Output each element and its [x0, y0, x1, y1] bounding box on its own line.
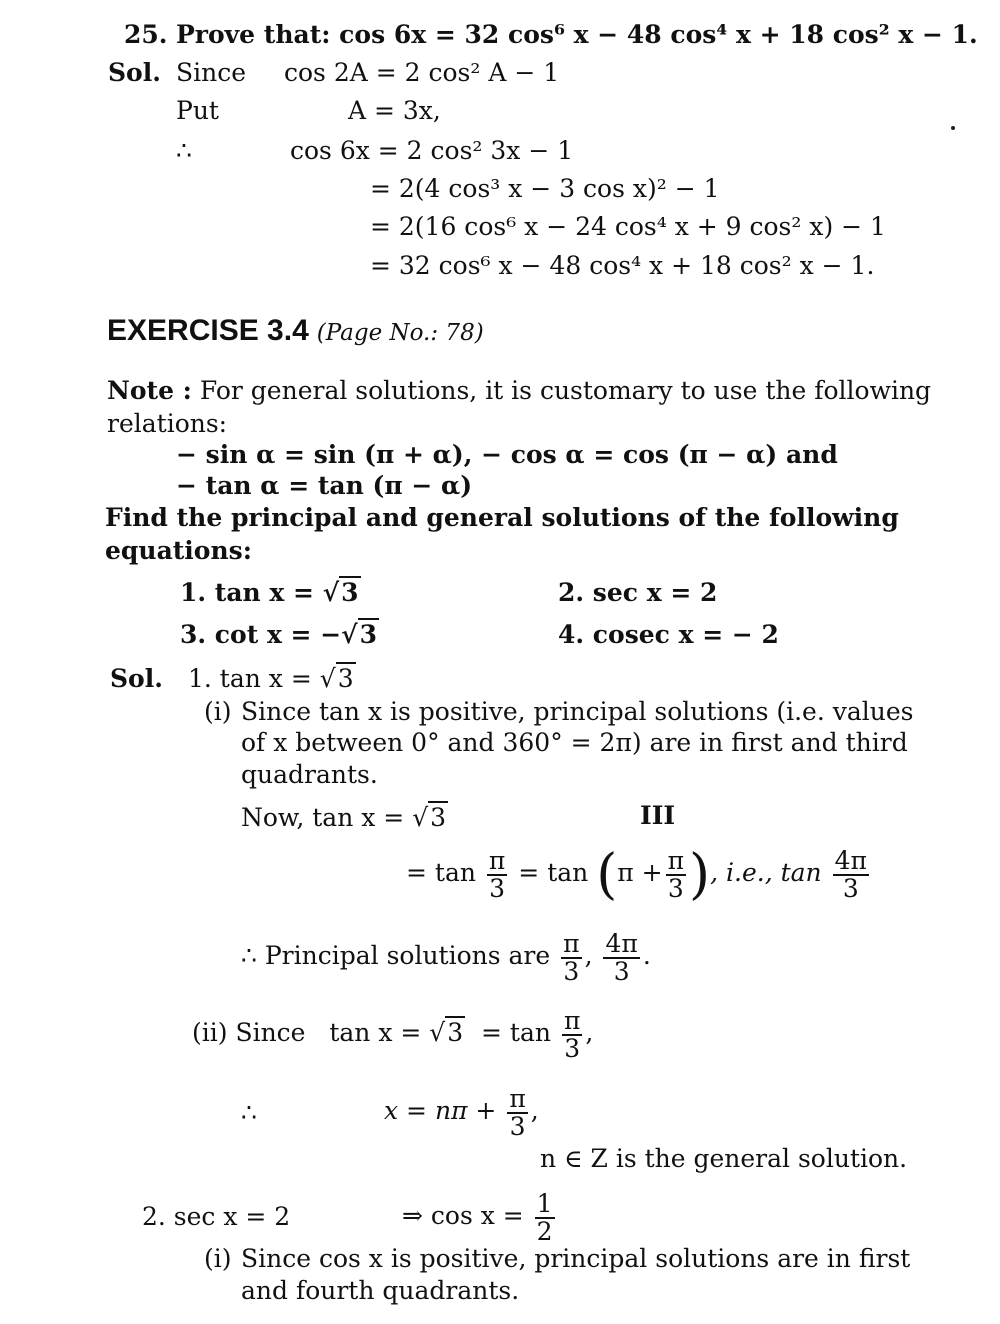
proof-step-3: = 2(16 cos⁶ x − 24 cos⁴ x + 9 cos² x) − 1	[370, 212, 886, 241]
part-i-label: (i)	[204, 697, 232, 726]
fraction-4pi-over-3: $\frac{4\pi}{3}$	[605, 928, 638, 986]
note-text: For general solutions, it is customary to use the following	[199, 376, 932, 405]
proof-step-4: = 32 cos⁶ x − 48 cos⁴ x + 18 cos² x − 1.	[370, 251, 875, 280]
fraction-pi-over-3: $\frac{\pi}{3}$	[563, 928, 580, 986]
sqrt-icon: √3	[429, 1018, 464, 1047]
therefore-symbol: ∴	[241, 941, 257, 970]
therefore-symbol: ∴	[176, 136, 192, 165]
put-text: Put	[176, 96, 219, 125]
stray-dot	[951, 126, 955, 130]
right-paren-icon: )	[689, 842, 711, 906]
tan-equality-line: = tan $\frac{\pi}{3}$ = tan (π + $\frac{\pi}{3}$ ), i.e., tan $\frac{4\pi}{3}$	[406, 842, 867, 906]
sol2-part-i-label: (i)	[204, 1244, 232, 1273]
proof-step-1: cos 6x = 2 cos² 3x − 1	[290, 136, 574, 165]
therefore-symbol: ∴	[241, 1098, 257, 1127]
since-text: Since	[176, 58, 247, 87]
fraction-pi-over-3: $\frac{\pi}{3}$	[488, 845, 506, 903]
question-1: 1. tan x = √3	[180, 578, 359, 607]
fraction-pi-over-3: $\frac{\pi}{3}$	[563, 1005, 581, 1063]
cos-implies-line: ⇒ cos x = $\frac{1}{2}$	[402, 1188, 553, 1246]
solution-label: Sol.	[110, 664, 163, 693]
part-i-line-2: of x between 0° and 360° = 2π) are in first and third	[241, 728, 908, 757]
quadrant-label: III	[640, 801, 676, 830]
part-i-line-3: quadrants.	[241, 760, 378, 789]
sqrt-icon: √3	[322, 578, 359, 607]
identity-text: cos 2A = 2 cos² A − 1	[284, 58, 560, 87]
exercise-heading	[107, 316, 484, 348]
fraction-4pi-over-3: $\frac{4\pi}{3}$	[834, 845, 867, 903]
part-i-line-1: Since tan x is positive, principal solutions (i.e. values	[241, 697, 914, 726]
instruction-1: Find the principal and general solutions of the following	[105, 503, 899, 532]
sqrt-icon: √3	[319, 664, 354, 693]
exercise-page-ref: (Page No.: 78)	[316, 320, 484, 346]
sqrt-icon: √3	[412, 803, 447, 832]
solution-2-heading: 2. sec x = 2	[142, 1202, 291, 1231]
sol2-part-i-line-2: and fourth quadrants.	[241, 1276, 520, 1305]
fraction-one-half: $\frac{1}{2}$	[536, 1188, 553, 1246]
question-4: 4. cosec x = − 2	[558, 620, 779, 649]
sqrt-icon: √3	[341, 620, 378, 649]
question-3: 3. cot x = −√3	[180, 620, 378, 649]
exercise-title: EXERCISE 3.4	[107, 314, 309, 347]
note-label: Note :	[107, 376, 192, 405]
fraction-pi-over-3: $\frac{\pi}{3}$	[509, 1083, 526, 1141]
part-ii-line: (ii) Since tan x = √3 = tan $\frac{\pi}{3}$ ,	[192, 1005, 594, 1063]
general-solution-eq: x = nπ + $\frac{\pi}{3}$ ,	[384, 1083, 539, 1141]
relation-2: − tan α = tan (π − α)	[176, 471, 473, 500]
problem-number: 25.	[124, 20, 168, 49]
note-line-1	[107, 376, 931, 406]
now-line: Now, tan x = √3	[241, 803, 447, 832]
problem-statement: Prove that: cos 6x = 32 cos⁶ x − 48 cos⁴ x + 18 cos² x − 1.	[176, 20, 978, 49]
solution-1-heading: 1. tan x = √3	[188, 664, 354, 693]
fraction-pi-over-3: $\frac{\pi}{3}$	[667, 845, 685, 903]
left-paren-icon: (	[596, 842, 618, 906]
question-2: 2. sec x = 2	[558, 578, 718, 607]
instruction-2: equations:	[105, 536, 252, 565]
proof-step-2: = 2(4 cos³ x − 3 cos x)² − 1	[370, 174, 720, 203]
substitution-text: A = 3x,	[348, 96, 441, 125]
note-line-2: relations:	[107, 409, 228, 438]
sol2-part-i-line-1: Since cos x is positive, principal solutions are in first	[241, 1244, 911, 1273]
relation-1: − sin α = sin (π + α), − cos α = cos (π − α) and	[176, 440, 838, 469]
sol-label: Sol.	[108, 58, 161, 87]
principal-solutions-line: ∴ Principal solutions are $\frac{\pi}{3}$ , $\frac{4\pi}{3}$ .	[241, 928, 651, 986]
general-solution-text: n ∈ Z is the general solution.	[540, 1144, 908, 1173]
